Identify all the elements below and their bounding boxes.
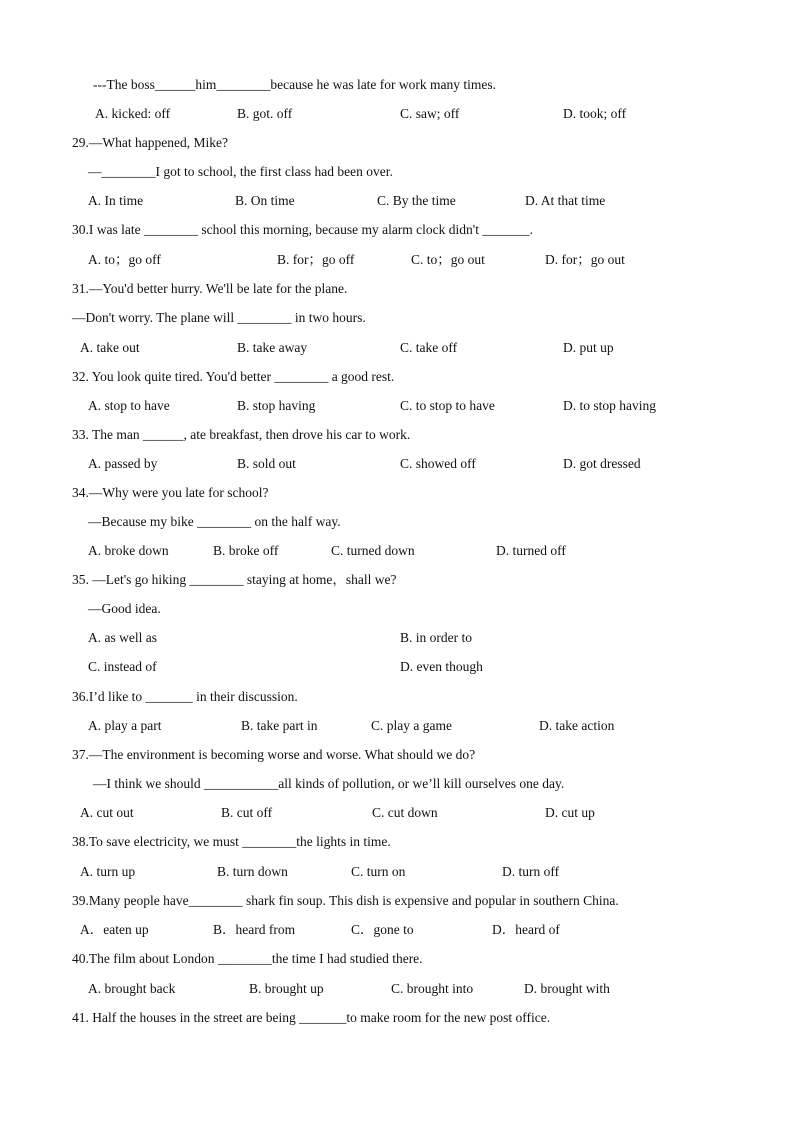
- option-b: B．heard from: [213, 922, 296, 937]
- option-c: C. showed off: [400, 456, 476, 471]
- option-b: B. broke off: [213, 543, 279, 558]
- question-40-stem: 40.The film about London ________the time I had studied there.: [72, 951, 423, 966]
- option-b: B. for；go off: [277, 252, 355, 267]
- option-d: D. turned off: [496, 543, 566, 558]
- option-d: D. took; off: [563, 106, 627, 121]
- option-b: B. stop having: [237, 398, 316, 413]
- option-a: A. stop to have: [88, 398, 170, 413]
- option-c: C. to；go out: [411, 252, 485, 267]
- question-31-response: —Don't worry. The plane will ________ in two hours.: [72, 310, 366, 325]
- option-b: B. take away: [237, 340, 308, 355]
- option-b: B. take part in: [241, 718, 318, 733]
- option-d: D. At that time: [525, 193, 606, 208]
- option-d: D. put up: [563, 340, 614, 355]
- option-a: A. take out: [80, 340, 140, 355]
- option-c: C. cut down: [372, 805, 438, 820]
- option-b: B. sold out: [237, 456, 296, 471]
- option-c: C．gone to: [351, 922, 414, 937]
- question-35-stem: 35. —Let's go hiking ________ staying at home，shall we?: [72, 572, 397, 587]
- option-d: D. take action: [539, 718, 615, 733]
- option-a: A. brought back: [88, 981, 176, 996]
- option-a: A. as well as: [88, 630, 157, 645]
- question-37-stem: 37.—The environment is becoming worse and worse. What should we do?: [72, 747, 476, 762]
- option-b: B. got. off: [237, 106, 293, 121]
- question-28-stem: ---The boss______him________because he was late for work many times.: [93, 77, 497, 92]
- question-36-stem: 36.I’d like to _______ in their discussion.: [72, 689, 298, 704]
- option-a: A. broke down: [88, 543, 169, 558]
- option-d: D. for；go out: [545, 252, 625, 267]
- question-41-stem: 41. Half the houses in the street are being _______to make room for the new post office.: [72, 1010, 551, 1025]
- option-c: C. By the time: [377, 193, 456, 208]
- question-29-stem: 29.—What happened, Mike?: [72, 135, 228, 150]
- option-d: D. turn off: [502, 864, 560, 879]
- option-b: B. On time: [235, 193, 295, 208]
- option-c: C. instead of: [88, 659, 157, 674]
- option-d: D. brought with: [524, 981, 610, 996]
- question-38-stem: 38.To save electricity, we must ________the lights in time.: [72, 834, 391, 849]
- option-a: A. cut out: [80, 805, 134, 820]
- question-37-response: —I think we should ___________all kinds of pollution, or we’ll kill ourselves one day.: [93, 776, 565, 791]
- option-d: D．heard of: [492, 922, 560, 937]
- question-31-stem: 31.—You'd better hurry. We'll be late for the plane.: [72, 281, 348, 296]
- option-d: D. to stop having: [563, 398, 656, 413]
- question-39-stem: 39.Many people have________ shark fin soup. This dish is expensive and popular in southern China.: [72, 893, 619, 908]
- question-33-stem: 33. The man ______, ate breakfast, then drove his car to work.: [72, 427, 411, 442]
- question-34-response: —Because my bike ________ on the half way.: [88, 514, 341, 529]
- option-a: A. to；go off: [88, 252, 161, 267]
- option-c: C. turn on: [351, 864, 406, 879]
- question-29-response: —________I got to school, the first class had been over.: [88, 164, 393, 179]
- option-a: A. In time: [88, 193, 144, 208]
- option-c: C. saw; off: [400, 106, 460, 121]
- question-32-stem: 32. You look quite tired. You'd better ________ a good rest.: [72, 369, 395, 384]
- option-c: C. brought into: [391, 981, 474, 996]
- option-c: C. play a game: [371, 718, 452, 733]
- option-a: A．eaten up: [80, 922, 149, 937]
- option-b: B. turn down: [217, 864, 288, 879]
- option-b: B. brought up: [249, 981, 324, 996]
- option-b: B. in order to: [400, 630, 472, 645]
- option-c: C. turned down: [331, 543, 415, 558]
- option-a: A. kicked: off: [95, 106, 171, 121]
- option-a: A. passed by: [88, 456, 158, 471]
- option-d: D. cut up: [545, 805, 595, 820]
- option-c: C. to stop to have: [400, 398, 495, 413]
- option-d: D. even though: [400, 659, 483, 674]
- option-a: A. turn up: [80, 864, 136, 879]
- question-35-response: —Good idea.: [88, 601, 161, 616]
- option-a: A. play a part: [88, 718, 162, 733]
- option-c: C. take off: [400, 340, 458, 355]
- option-b: B. cut off: [221, 805, 273, 820]
- question-30-stem: 30.I was late ________ school this morning, because my alarm clock didn't _______.: [72, 222, 533, 237]
- option-d: D. got dressed: [563, 456, 641, 471]
- question-34-stem: 34.—Why were you late for school?: [72, 485, 269, 500]
